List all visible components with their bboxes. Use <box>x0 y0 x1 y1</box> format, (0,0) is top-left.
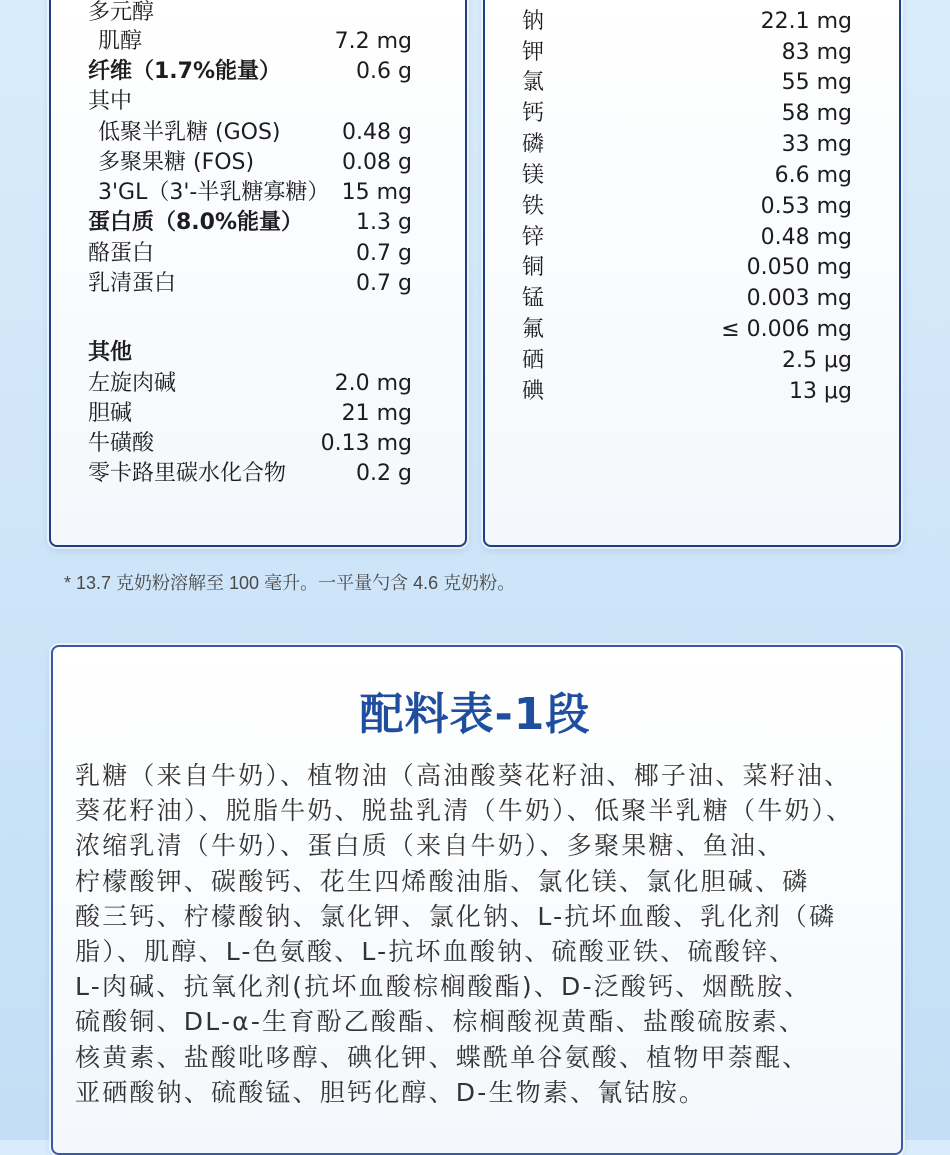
nutrient-name: 零卡路里碳水化合物 <box>88 461 287 486</box>
mineral-value: 0.53 mg <box>760 194 852 219</box>
mineral-row <box>522 223 852 253</box>
ingredients-line: 核黄素、盐酸吡哆醇、碘化钾、蝶酰单谷氨酸、植物甲萘醌、 <box>75 1042 810 1072</box>
nutrient-value: 0.7 g <box>356 271 412 296</box>
ingredients-line: 脂）、肌醇、L-色氨酸、L-抗坏血酸钠、硫酸亚铁、硫酸锌、 <box>75 937 797 967</box>
mineral-value: 83 mg <box>781 40 852 65</box>
mineral-value: 6.6 mg <box>774 163 852 188</box>
mineral-row <box>522 192 852 222</box>
ingredients-title: 配料表-1段 <box>359 689 591 740</box>
mineral-row <box>522 68 852 98</box>
mineral-value: 2.5 μg <box>782 348 852 373</box>
mineral-name: 镁 <box>522 163 545 188</box>
nutrient-row <box>88 87 412 117</box>
serving-footnote: * 13.7 克奶粉溶解至 100 毫升。一平量勺含 4.6 克奶粉。 <box>64 573 516 593</box>
nutrient-row <box>88 57 412 87</box>
section-heading-other <box>88 338 412 368</box>
nutrient-name: 3'GL（3'-半乳糖寡糖） <box>98 180 330 205</box>
nutrient-value: 21 mg <box>341 401 412 426</box>
nutrient-row <box>88 239 412 269</box>
ingredients-list <box>75 758 875 1110</box>
nutrient-name: 酪蛋白 <box>88 241 155 266</box>
mineral-name: 钠 <box>522 9 545 34</box>
ingredients-line: L-肉碱、抗氧化剂(抗坏血酸棕榈酸酯)、D-泛酸钙、烟酰胺、 <box>75 972 812 1002</box>
mineral-row <box>522 284 852 314</box>
mineral-value: 22.1 mg <box>760 9 852 34</box>
mineral-name: 氟 <box>522 317 545 342</box>
mineral-name: 硒 <box>522 348 545 373</box>
nutrient-row <box>88 178 412 208</box>
mineral-value: 13 μg <box>789 379 852 404</box>
nutrient-name: 其他 <box>88 340 133 365</box>
nutrient-value: 2.0 mg <box>334 371 412 396</box>
nutrient-row <box>88 118 412 148</box>
nutrient-name: 多聚果糖 (FOS) <box>98 150 255 175</box>
mineral-name: 钙 <box>522 101 545 126</box>
nutrient-name: 低聚半乳糖 (GOS) <box>98 120 281 145</box>
ingredients-line: 葵花籽油）、脱脂牛奶、脱盐乳清（牛奶）、低聚半乳糖（牛奶）、 <box>75 796 854 826</box>
mineral-row <box>522 253 852 283</box>
mineral-name: 锌 <box>522 225 545 250</box>
nutrient-row <box>88 269 412 299</box>
mineral-value: ≤ 0.006 mg <box>721 317 852 342</box>
nutrient-name: 胆碱 <box>88 401 133 426</box>
nutrient-row <box>88 399 412 429</box>
nutrient-value: 7.2 mg <box>334 29 412 54</box>
mineral-row <box>522 377 852 407</box>
mineral-row <box>522 99 852 129</box>
ingredients-line: 硫酸铜、DL-α-生育酚乙酸酯、棕榈酸视黄酯、盐酸硫胺素、 <box>75 1007 807 1037</box>
ingredients-line: 浓缩乳清（牛奶）、蛋白质（来自牛奶）、多聚果糖、鱼油、 <box>75 831 785 861</box>
nutrient-name: 蛋白质（8.0%能量） <box>88 210 304 235</box>
mineral-row <box>522 161 852 191</box>
nutrient-row <box>88 148 412 178</box>
mineral-name: 氯 <box>522 70 545 95</box>
nutrient-name: 其中 <box>88 89 133 114</box>
nutrient-row <box>88 459 412 489</box>
nutrient-value: 1.3 g <box>356 210 412 235</box>
nutrient-value: 0.13 mg <box>320 431 412 456</box>
mineral-name: 铜 <box>522 255 545 280</box>
nutrient-value: 0.08 g <box>342 150 412 175</box>
ingredients-line: 柠檬酸钾、碳酸钙、花生四烯酸油脂、氯化镁、氯化胆碱、磷 <box>75 866 810 896</box>
mineral-row <box>522 130 852 160</box>
mineral-value: 58 mg <box>781 101 852 126</box>
mineral-row <box>522 7 852 37</box>
mineral-value: 55 mg <box>781 70 852 95</box>
mineral-row <box>522 315 852 345</box>
nutrient-name: 牛磺酸 <box>88 431 155 456</box>
mineral-name: 锰 <box>522 286 545 311</box>
mineral-value: 33 mg <box>781 132 852 157</box>
nutrient-name: 多元醇 <box>88 0 155 25</box>
nutrient-name: 左旋肉碱 <box>88 371 177 396</box>
ingredients-line: 酸三钙、柠檬酸钠、氯化钾、氯化钠、L-抗坏血酸、乳化剂（磷 <box>75 901 837 931</box>
mineral-name: 铁 <box>522 194 545 219</box>
mineral-name: 钾 <box>522 40 545 65</box>
mineral-row <box>522 38 852 68</box>
nutrient-row <box>88 369 412 399</box>
nutrient-value: 0.48 g <box>342 120 412 145</box>
nutrient-row <box>88 27 412 57</box>
nutrient-row <box>88 429 412 459</box>
nutrient-value: 0.6 g <box>356 59 412 84</box>
mineral-value: 0.48 mg <box>760 225 852 250</box>
nutrient-name: 乳清蛋白 <box>88 271 177 296</box>
nutrient-value: 0.2 g <box>356 461 412 486</box>
mineral-value: 0.050 mg <box>746 255 852 280</box>
mineral-value: 0.003 mg <box>746 286 852 311</box>
ingredients-line: 亚硒酸钠、硫酸锰、胆钙化醇、D-生物素、氰钴胺。 <box>75 1077 707 1107</box>
nutrient-value: 15 mg <box>341 180 412 205</box>
nutrient-row <box>88 0 412 28</box>
nutrient-row <box>88 208 412 238</box>
ingredients-line: 乳糖（来自牛奶）、植物油（高油酸葵花籽油、椰子油、菜籽油、 <box>75 761 852 790</box>
nutrient-name: 纤维（1.7%能量） <box>88 59 282 84</box>
nutrient-name: 肌醇 <box>98 29 143 54</box>
mineral-row <box>522 346 852 376</box>
mineral-name: 磷 <box>522 132 545 157</box>
mineral-name: 碘 <box>522 379 545 404</box>
nutrient-value: 0.7 g <box>356 241 412 266</box>
